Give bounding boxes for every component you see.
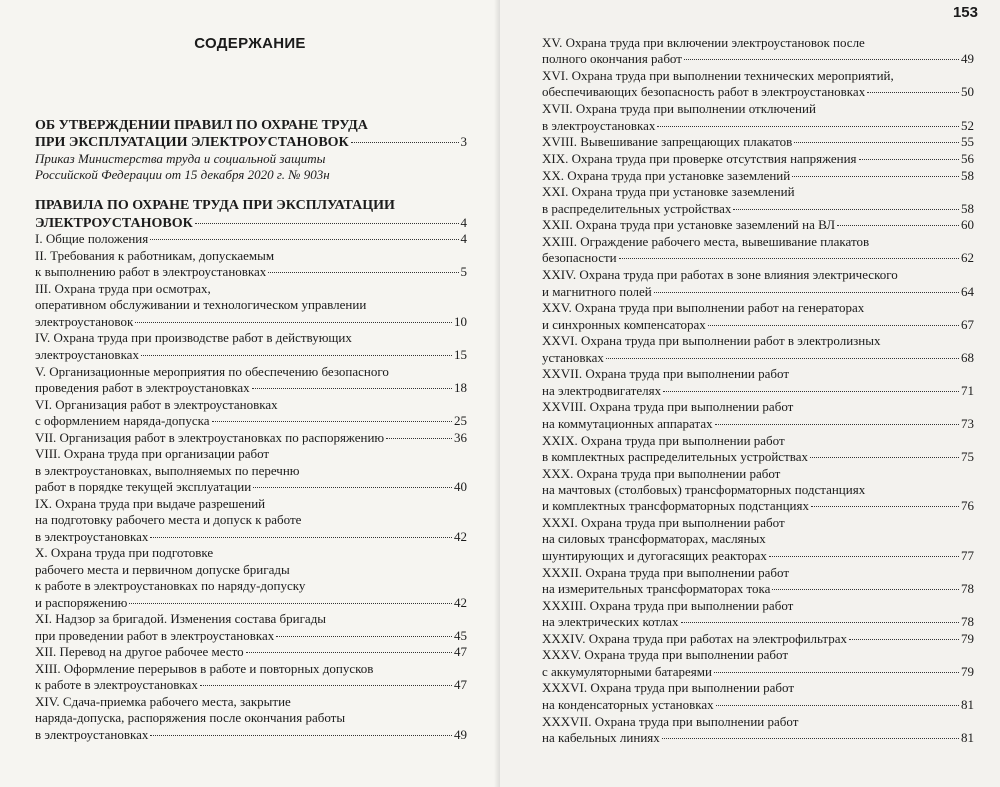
toc-entry — [542, 267, 974, 300]
toc-entry-line: и магнитного полей — [542, 283, 652, 299]
page-ref: 3 — [460, 134, 467, 150]
toc-entry-line: обеспечивающих безопасность работ в электроустановках — [542, 84, 866, 100]
toc-entry-row — [542, 449, 974, 465]
toc-entry — [542, 300, 974, 333]
toc-entry-line: электроустановках — [35, 346, 139, 362]
page-ref: 18 — [454, 379, 467, 395]
toc-entry-line: IX. Охрана труда при выдаче разрешений — [35, 495, 266, 511]
toc-entry-line: XXXIV. Охрана труда при работах на электрофильтрах — [542, 630, 848, 646]
approval-title — [35, 118, 467, 151]
toc-entry — [542, 399, 974, 432]
toc-entry-row — [542, 548, 974, 564]
toc-entry-row — [542, 84, 974, 100]
dot-leader — [386, 438, 452, 439]
toc-entry — [35, 397, 467, 430]
toc-entry-line: на мачтовых (столбовых) трансформаторных подстанциях — [542, 482, 866, 497]
toc-entry-line: рабочего места и первичном допуске бригады — [35, 561, 290, 577]
toc-entry-line: с аккумуляторными батареями — [542, 663, 712, 679]
toc-entry-line: с оформлением наряда-допуска — [35, 413, 210, 429]
toc-entry-line: в электроустановках — [35, 726, 149, 742]
toc-entry-line: на коммутационных аппаратах — [542, 415, 713, 431]
page-ref: 78 — [961, 614, 974, 630]
page-ref: 25 — [454, 413, 467, 429]
page-ref: 81 — [961, 729, 974, 745]
toc-entry — [542, 134, 974, 150]
dot-leader — [150, 537, 452, 538]
toc-entry-row — [35, 644, 467, 660]
toc-entry-line: безопасности — [542, 250, 617, 266]
toc-entry — [35, 694, 467, 743]
toc-entry-line: оперативном обслуживании и технологическом управлении — [35, 297, 367, 313]
toc-entry-row — [542, 581, 974, 597]
dot-leader — [252, 388, 452, 389]
page-ref: 49 — [961, 51, 974, 67]
dot-leader — [772, 589, 959, 590]
approval-order — [35, 151, 467, 184]
toc-entry-line: XXVIII. Охрана труда при выполнении работ — [542, 399, 794, 415]
dot-leader — [654, 292, 959, 293]
dot-leader — [715, 424, 959, 425]
page-ref: 52 — [961, 117, 974, 133]
toc-entry-row — [35, 628, 467, 644]
page-ref: 58 — [961, 200, 974, 216]
toc-entry-row — [35, 347, 467, 363]
dot-leader — [606, 358, 959, 359]
toc-entry-row — [542, 284, 974, 300]
page-ref: 47 — [454, 644, 467, 660]
toc-entry-row — [542, 498, 974, 514]
page-ref: 76 — [961, 498, 974, 514]
dot-leader — [859, 159, 959, 160]
toc-entry-line: на электрических котлах — [542, 614, 679, 630]
dot-leader — [135, 322, 452, 323]
toc-entry-row — [542, 168, 974, 184]
toc-entry — [542, 35, 974, 68]
page-ref: 4 — [460, 231, 467, 247]
page-ref: 77 — [961, 547, 974, 563]
toc-entry-line: на подготовку рабочего места и допуск к работе — [35, 512, 302, 528]
toc-entry — [542, 151, 974, 167]
toc-entry — [542, 217, 974, 233]
toc-entry-line: XX. Охрана труда при установке заземлений — [542, 167, 791, 183]
toc-entry — [542, 234, 974, 267]
toc-entry-line: к работе в электроустановках по наряду-допуску — [35, 578, 306, 594]
toc-entry-row — [35, 430, 467, 446]
page-ref: 15 — [454, 346, 467, 362]
toc-entry-line: работ в порядке текущей эксплуатации — [35, 479, 252, 495]
dot-leader — [837, 225, 959, 226]
toc-entry-line: на силовых трансформаторах, масляных — [542, 531, 766, 547]
toc-entry-line: к выполнению работ в электроустановках — [35, 264, 267, 280]
toc-entry — [35, 330, 467, 363]
right-entries — [542, 35, 974, 746]
dot-leader — [733, 209, 959, 210]
dot-leader — [811, 506, 959, 507]
toc-entry — [542, 101, 974, 134]
page-ref: 56 — [961, 150, 974, 166]
dot-leader — [849, 639, 959, 640]
toc-entry-line: наряда-допуска, распоряжения после окончания работы — [35, 710, 346, 726]
toc-entry-row — [35, 479, 467, 495]
toc-entry-line: XVI. Охрана труда при выполнении технических мероприятий, — [542, 68, 894, 84]
toc-entry-row — [542, 697, 974, 713]
dot-leader — [708, 325, 959, 326]
toc-entry-row — [35, 595, 467, 611]
page-ref: 47 — [454, 677, 467, 693]
toc-entry — [542, 333, 974, 366]
toc-entry — [35, 248, 467, 281]
toc-entry — [542, 680, 974, 713]
approval-title-line: ОБ УТВЕРЖДЕНИИ ПРАВИЛ ПО ОХРАНЕ ТРУДА — [35, 118, 368, 133]
page-ref: 79 — [961, 663, 974, 679]
dot-leader — [662, 738, 959, 739]
dot-leader — [714, 672, 959, 673]
page-number: 153 — [952, 4, 978, 21]
dot-leader — [792, 176, 959, 177]
page-ref: 67 — [961, 316, 974, 332]
dot-leader — [657, 126, 959, 127]
toc-entry-line: полного окончания работ — [542, 51, 682, 67]
page-ref: 40 — [454, 479, 467, 495]
toc-entry-line: XXXVII. Охрана труда при выполнении работ — [542, 713, 799, 729]
page-ref: 55 — [961, 134, 974, 150]
toc-entry-line: XII. Перевод на другое рабочее место — [35, 644, 244, 660]
toc-entry-line: XIII. Оформление перерывов в работе и повторных допусков — [35, 660, 374, 676]
dot-leader — [351, 142, 459, 143]
toc-entry-line: XVIII. Вывешивание запрещающих плакатов — [542, 134, 793, 150]
dot-leader — [150, 239, 458, 240]
toc-entry-row — [35, 413, 467, 429]
toc-entry-line: XXIV. Охрана труда при работах в зоне влияния электрического — [542, 267, 898, 283]
page-ref: 81 — [961, 696, 974, 712]
dot-leader — [769, 556, 959, 557]
toc-entry-line: XXVI. Охрана труда при выполнении работ в электролизных — [542, 333, 881, 349]
toc-entry — [35, 545, 467, 611]
toc-entry-row — [542, 631, 974, 647]
toc-entry-line: XIV. Сдача-приемка рабочего места, закрытие — [35, 694, 291, 710]
toc-entry-row — [542, 217, 974, 233]
toc-entry-line: I. Общие положения — [35, 231, 149, 247]
toc-entry-line: электроустановок — [35, 313, 134, 329]
dot-leader — [268, 272, 458, 273]
dot-leader — [212, 421, 452, 422]
toc-entry-line: на электродвигателях — [542, 382, 662, 398]
page-ref: 36 — [454, 429, 467, 445]
dot-leader — [276, 636, 452, 637]
page-ref: 45 — [454, 627, 467, 643]
dot-leader — [716, 705, 959, 706]
toc-entry — [35, 281, 467, 330]
rules-title-line: ЭЛЕКТРОУСТАНОВОК — [35, 215, 193, 231]
page-ref: 71 — [961, 382, 974, 398]
toc-entry-line: проведения работ в электроустановках — [35, 379, 250, 395]
rules-title-line: ПРАВИЛА ПО ОХРАНЕ ТРУДА ПРИ ЭКСПЛУАТАЦИИ — [35, 198, 395, 214]
dot-leader — [129, 603, 452, 604]
toc-entry — [35, 364, 467, 397]
toc-entry-row — [35, 231, 467, 247]
page-ref: 64 — [961, 283, 974, 299]
toc-entry-row — [35, 314, 467, 330]
page-ref: 58 — [961, 167, 974, 183]
right-toc — [542, 35, 974, 747]
dot-leader — [794, 142, 959, 143]
toc-entry — [35, 231, 467, 247]
toc-entry — [542, 714, 974, 747]
toc-entry-row — [35, 529, 467, 545]
page-ref: 5 — [460, 264, 467, 280]
dot-leader — [867, 92, 959, 93]
toc-entry-line: XIX. Охрана труда при проверке отсутствия напряжения — [542, 150, 857, 166]
toc-entry-row — [542, 317, 974, 333]
toc-entry-line: при проведении работ в электроустановках — [35, 627, 275, 643]
page-ref: 62 — [961, 250, 974, 266]
rules-title — [35, 198, 467, 231]
toc-entry — [542, 433, 974, 466]
toc-entry-line: установках — [542, 349, 604, 365]
page-ref: 78 — [961, 580, 974, 596]
dot-leader — [141, 355, 452, 356]
toc-entry — [35, 644, 467, 660]
dot-leader — [663, 391, 959, 392]
dot-leader — [246, 652, 452, 653]
toc-entry — [542, 598, 974, 631]
toc-entry-line: на кабельных линиях — [542, 729, 660, 745]
dot-leader — [253, 487, 452, 488]
toc-entry-line: XI. Надзор за бригадой. Изменения состава бригады — [35, 611, 327, 627]
toc-entry-line: на конденсаторных установках — [542, 696, 714, 712]
toc-entry-row — [542, 383, 974, 399]
toc-entry — [35, 496, 467, 545]
toc-entry-row — [35, 677, 467, 693]
toc-entry-line: на измерительных трансформаторах тока — [542, 580, 771, 596]
toc-entry-row — [542, 350, 974, 366]
toc-entry-line: XXI. Охрана труда при установке заземлений — [542, 184, 795, 200]
rules-title-row — [35, 215, 467, 231]
toc-entry-line: XXIII. Ограждение рабочего места, вывешивание плакатов — [542, 234, 870, 250]
page-ref: 4 — [460, 214, 467, 230]
toc-entry-line: III. Охрана труда при осмотрах, — [35, 281, 211, 296]
toc-entry-row — [35, 727, 467, 743]
toc-entry-row — [542, 118, 974, 134]
toc-entry-row — [35, 264, 467, 280]
left-entries — [35, 231, 467, 743]
toc-entry-row — [542, 250, 974, 266]
toc-entry — [35, 611, 467, 644]
toc-entry-line: XXXI. Охрана труда при выполнении работ — [542, 515, 785, 531]
dot-leader — [150, 735, 452, 736]
toc-entry — [35, 430, 467, 446]
page-ref: 60 — [961, 217, 974, 233]
toc-entry — [542, 515, 974, 564]
toc-entry-line: в электроустановках — [542, 117, 656, 133]
toc-entry — [542, 366, 974, 399]
toc-entry-line: XXXVI. Охрана труда при выполнении работ — [542, 680, 795, 696]
order-line: Приказ Министерства труда и социальной защиты — [35, 151, 326, 167]
toc-entry-line: XV. Охрана труда при включении электроустановок после — [542, 35, 865, 50]
page-ref: 79 — [961, 630, 974, 646]
toc-entry — [542, 466, 974, 515]
toc-entry-line: в электроустановках, выполняемых по перечню — [35, 462, 300, 478]
page-ref: 50 — [961, 84, 974, 100]
toc-entry-row — [542, 614, 974, 630]
toc-entry-line: и распоряжению — [35, 594, 128, 610]
approval-title-line: ПРИ ЭКСПЛУАТАЦИИ ЭЛЕКТРОУСТАНОВОК — [35, 135, 349, 151]
toc-entry-line: и комплектных трансформаторных подстанциях — [542, 498, 809, 514]
page-ref: 42 — [454, 594, 467, 610]
toc-entry-line: II. Требования к работникам, допускаемым — [35, 247, 275, 263]
toc-entry — [35, 446, 467, 495]
toc-entry — [542, 647, 974, 680]
toc-entry-line: X. Охрана труда при подготовке — [35, 545, 214, 561]
left-toc — [35, 118, 467, 744]
approval-title-row — [35, 134, 467, 150]
toc-entry — [542, 631, 974, 647]
toc-entry-line: VI. Организация работ в электроустановках — [35, 396, 278, 412]
toc-entry-line: XXXIII. Охрана труда при выполнении работ — [542, 597, 794, 613]
toc-entry-row — [35, 380, 467, 396]
page-ref: 10 — [454, 313, 467, 329]
toc-entry-row — [542, 416, 974, 432]
page-ref: 42 — [454, 528, 467, 544]
toc-entry-line: XXV. Охрана труда при выполнении работ на генераторах — [542, 300, 865, 316]
toc-entry-line: в электроустановках — [35, 528, 149, 544]
right-page — [500, 0, 1000, 787]
toc-entry-line: в распределительных устройствах — [542, 200, 732, 216]
page-ref: 68 — [961, 349, 974, 365]
dot-leader — [810, 457, 959, 458]
toc-entry-line: XXIX. Охрана труда при выполнении работ — [542, 432, 785, 448]
dot-leader — [681, 622, 959, 623]
toc-entry-line: XXII. Охрана труда при установке заземлений на ВЛ — [542, 217, 836, 233]
toc-entry-line: IV. Охрана труда при производстве работ в действующих — [35, 330, 352, 346]
toc-entry-line: к работе в электроустановках — [35, 677, 198, 693]
toc-entry-row — [542, 201, 974, 217]
toc-entry-row — [542, 151, 974, 167]
toc-entry — [542, 184, 974, 217]
page-ref: 73 — [961, 415, 974, 431]
toc-entry — [542, 565, 974, 598]
toc-entry — [35, 661, 467, 694]
toc-entry-row — [542, 51, 974, 67]
page-ref: 75 — [961, 448, 974, 464]
toc-entry-row — [542, 664, 974, 680]
toc-entry-row — [542, 134, 974, 150]
contents-heading: СОДЕРЖАНИЕ — [194, 35, 306, 52]
toc-entry-line: VIII. Охрана труда при организации работ — [35, 446, 270, 462]
toc-entry-line: в комплектных распределительных устройствах — [542, 448, 808, 464]
toc-entry-line: V. Организационные мероприятия по обеспечению безопасного — [35, 363, 389, 379]
toc-entry-row — [542, 730, 974, 746]
toc-entry-line: XVII. Охрана труда при выполнении отключений — [542, 101, 816, 117]
dot-leader — [200, 685, 452, 686]
toc-entry-line: XXVII. Охрана труда при выполнении работ — [542, 366, 789, 382]
toc-entry — [542, 168, 974, 184]
toc-entry-line: VII. Организация работ в электроустановках по распоряжению — [35, 429, 385, 445]
toc-entry-line: и синхронных компенсаторах — [542, 316, 706, 332]
toc-entry-line: шунтирующих и дугогасящих реакторах — [542, 547, 767, 563]
order-line: Российской Федерации от 15 декабря 2020 г. № 903н — [35, 167, 330, 183]
page-ref: 49 — [454, 726, 467, 742]
dot-leader — [195, 223, 459, 224]
toc-entry-line: XXXII. Охрана труда при выполнении работ — [542, 564, 789, 580]
dot-leader — [619, 258, 959, 259]
toc-entry-line: XXXV. Охрана труда при выполнении работ — [542, 647, 789, 663]
toc-entry-line: XXX. Охрана труда при выполнении работ — [542, 465, 781, 481]
toc-entry — [542, 68, 974, 101]
dot-leader — [684, 59, 959, 60]
